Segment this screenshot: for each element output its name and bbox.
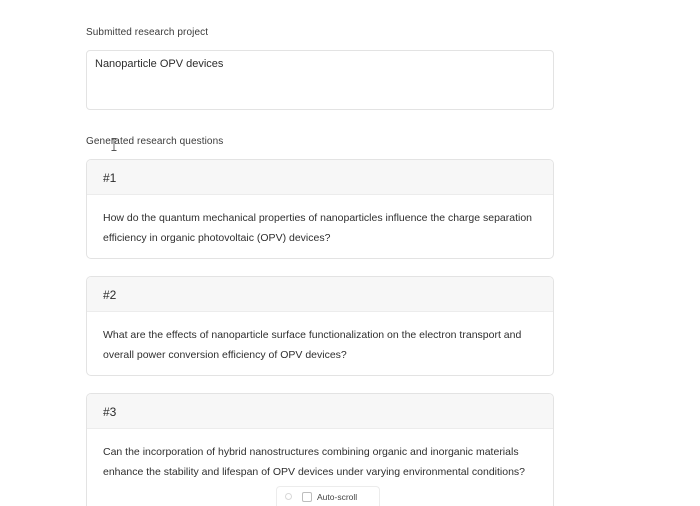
question-number-1: #1: [87, 160, 553, 195]
question-text-3: Can the incorporation of hybrid nanostructures combining organic and inorganic materials enhance the stability and lifespan of OPV devices under varying environmental conditions?: [103, 446, 526, 478]
auto-scroll-control[interactable]: [276, 486, 380, 506]
submitted-project-field[interactable]: [86, 50, 554, 110]
submitted-project-value: Nanoparticle OPV devices: [95, 58, 224, 70]
submitted-project-label: Submitted research project: [86, 27, 209, 38]
question-card-1: [86, 159, 554, 259]
text-cursor-icon: [111, 138, 117, 151]
question-number-2: #2: [87, 277, 553, 312]
auto-scroll-label[interactable]: Auto-scroll: [317, 491, 358, 502]
auto-scroll-checkbox[interactable]: [302, 492, 312, 502]
question-card-2: [86, 276, 554, 376]
generated-questions-label: Generated research questions: [86, 136, 224, 147]
status-dot-icon: [285, 493, 292, 500]
question-number-3: #3: [87, 394, 553, 429]
question-text-1: How do the quantum mechanical properties of nanoparticles influence the charge separation efficiency in organic photovoltaic (OPV) devices?: [103, 212, 533, 244]
question-text-2: What are the effects of nanoparticle surface functionalization on the electron transport and overall power conversion efficiency of OPV devices?: [103, 329, 522, 361]
